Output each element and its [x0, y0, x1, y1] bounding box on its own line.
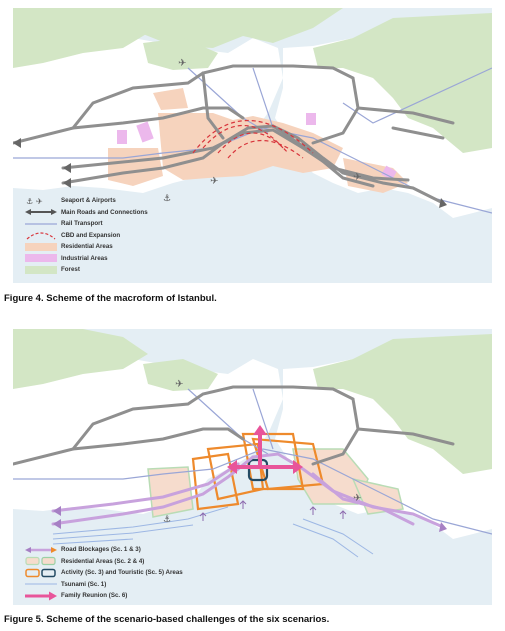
- legend-item-family-reunion: Family Reunion (Sc. 6): [25, 590, 183, 602]
- svg-text:✈: ✈: [175, 379, 184, 390]
- residential-swatch: [25, 556, 57, 566]
- figure5-legend: [25, 544, 183, 602]
- legend-item-road-blockages: Road Blockages (Sc. 1 & 3): [25, 544, 183, 556]
- industrial-swatch: [25, 253, 57, 263]
- road-blockage-swatch: [25, 545, 57, 555]
- svg-text:✈: ✈: [210, 176, 219, 187]
- legend-item-ports: ⚓ ✈ Seaport & Airports: [26, 196, 116, 206]
- legend-item-roads: Main Roads and Connections: [25, 207, 148, 219]
- figure4-legend: [25, 195, 148, 276]
- tsunami-swatch: [25, 579, 57, 589]
- svg-text:✈: ✈: [353, 172, 362, 183]
- legend-item-activity-touristic: Activity (Sc. 3) and Touristic (Sc. 5) Areas: [25, 567, 183, 579]
- family-reunion-swatch: [25, 591, 57, 601]
- figure4-caption: Figure 4. Scheme of the macroform of Istanbul.: [4, 293, 217, 304]
- svg-text:✈: ✈: [178, 58, 187, 69]
- cbd-swatch: [25, 230, 57, 240]
- road-swatch: [25, 207, 57, 217]
- legend-item-forest: Forest: [25, 264, 148, 276]
- seaport-airport-icon: [25, 196, 57, 206]
- legend-item-industrial: Industrial Areas: [25, 253, 148, 265]
- industrial-area-3: [306, 113, 316, 125]
- legend-item-cbd: CBD and Expansion: [25, 230, 148, 242]
- figure5-map-panel: [13, 329, 492, 605]
- industrial-area-2: [117, 130, 127, 144]
- activity-touristic-swatch: [25, 568, 57, 578]
- figure5-caption: Figure 5. Scheme of the scenario-based challenges of the six scenarios.: [4, 614, 330, 625]
- legend-item-tsunami: Tsunami (Sc. 1): [25, 579, 183, 591]
- figure4-map-panel: [13, 8, 492, 283]
- forest-swatch: [25, 265, 57, 275]
- legend-item-residential: Residential Areas: [25, 241, 148, 253]
- legend-item-residential: Residential Areas (Sc. 2 & 4): [25, 556, 183, 568]
- residential-swatch: [25, 242, 57, 252]
- svg-text:⚓ ✈: ⚓ ✈: [26, 196, 43, 206]
- legend-item-rail: Rail Transport: [25, 218, 148, 230]
- seaport-icon: ⚓: [163, 194, 172, 204]
- seaport-icon: ⚓: [163, 515, 172, 525]
- rail-swatch: [25, 219, 57, 229]
- svg-text:✈: ✈: [353, 493, 362, 504]
